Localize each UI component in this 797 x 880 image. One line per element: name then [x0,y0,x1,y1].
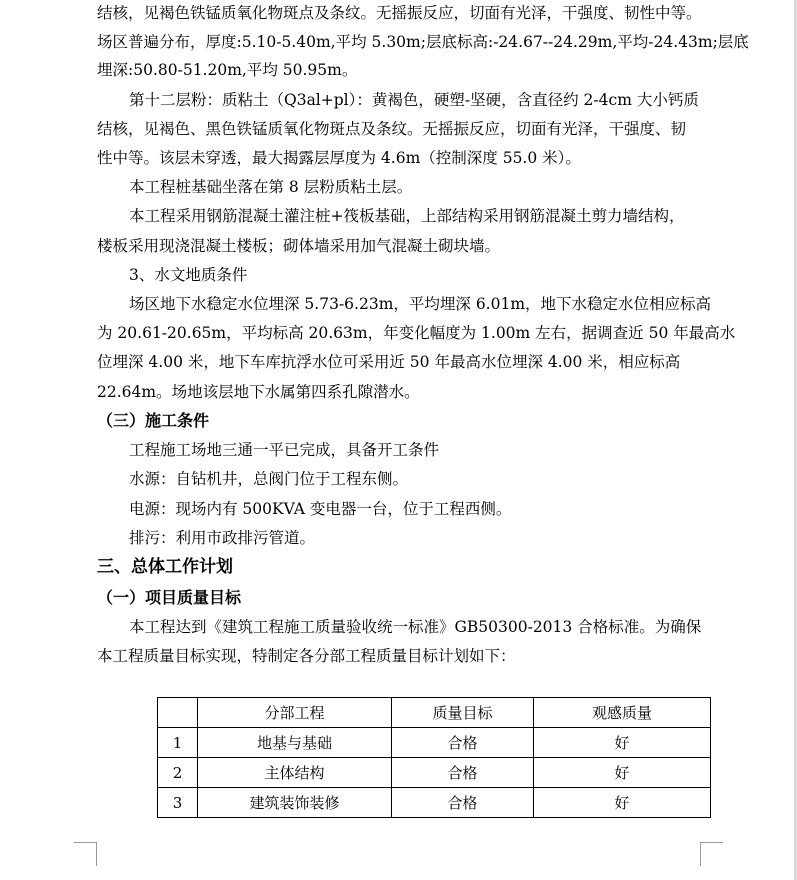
paragraph-line: 第十二层粉：质粘土（Q3al+pl）：黄褐色，硬塑-坚硬，含直径约 2-4cm 大小钙质 [129,91,699,109]
table-header-cell [158,698,198,728]
chapter-heading: 三、总体工作计划 [97,557,233,577]
table-row [158,758,711,788]
crop-mark-left-horizontal [74,842,97,843]
paragraph-line: 楼板采用现浇混凝土楼板；砌体墙采用加气混凝土砌块墙。 [97,237,501,255]
table-header-row [158,698,711,728]
paragraph-line: 结核，见褐色、黑色铁锰质氧化物斑点及条纹。无摇振反应，切面有光泽，干强度、韧 [97,120,687,138]
crop-mark-right-horizontal [700,842,723,843]
paragraph-line: 位埋深 4.00 米，地下车库抗浮水位可采用近 50 年最高水位埋深 4.00 米，相应标高 [97,353,681,371]
table-cell: 建筑装饰装修 [198,788,392,818]
paragraph-line: 埋深:50.80-51.20m,平均 50.95m。 [97,61,358,79]
paragraph-line: 22.64m。场地该层地下水属第四系孔隙潜水。 [97,383,420,401]
table-header-cell: 观感质量 [534,698,711,728]
quality-target-table [157,697,711,818]
section-heading: （一）项目质量目标 [97,588,242,607]
table-cell: 好 [534,758,711,788]
paragraph-line: 场区普遍分布，厚度:5.10-5.40m,平均 5.30m;层底标高:-24.67--24.29m,平均-24.43m;层底 [97,33,749,51]
crop-mark-left-vertical [96,842,97,866]
paragraph-line: 排污：利用市政排污管道。 [129,529,316,547]
table-cell: 主体结构 [198,758,392,788]
table-row [158,728,711,758]
paragraph-line: 结核，见褐色铁锰质氧化物斑点及条纹。无摇振反应，切面有光泽，干强度、韧性中等。 [97,4,702,22]
table-cell: 地基与基础 [198,728,392,758]
paragraph-line: 工程施工场地三通一平已完成，具备开工条件 [129,441,440,459]
table-cell: 合格 [392,788,534,818]
table-cell: 合格 [392,758,534,788]
paragraph-line: 场区地下水稳定水位埋深 5.73-6.23m，平均埋深 6.01m，地下水稳定水位相应标高 [129,295,712,313]
table-cell: 好 [534,788,711,818]
paragraph-line: 为 20.61-20.65m，平均标高 20.63m，年变化幅度为 1.00m 左右，据调查近 50 年最高水 [97,324,736,342]
paragraph-line: 电源：现场内有 500KVA 变电器一台，位于工程西侧。 [129,500,512,518]
table-cell: 好 [534,728,711,758]
section-heading: （三）施工条件 [97,411,210,430]
paragraph-line: 本工程质量目标实现，特制定各分部工程质量目标计划如下： [97,647,516,665]
paragraph-line: 本工程桩基础坐落在第 8 层粉质粘土层。 [129,178,413,196]
table-header-cell: 分部工程 [198,698,392,728]
table-header-cell: 质量目标 [392,698,534,728]
paragraph-line: 水源：自钻机井，总阀门位于工程东侧。 [129,470,409,488]
crop-mark-right-vertical [700,842,701,866]
paragraph-line: 本工程采用钢筋混凝土灌注桩+筏板基础，上部结构采用钢筋混凝土剪力墙结构， [129,207,685,225]
table-cell: 2 [158,758,198,788]
table-row [158,788,711,818]
subsection-heading: 3、水文地质条件 [129,266,248,284]
paragraph-line: 本工程达到《建筑工程施工质量验收统一标准》GB50300-2013 合格标准。为确保 [129,618,702,636]
table-cell: 合格 [392,728,534,758]
table-cell: 3 [158,788,198,818]
paragraph-line: 性中等。该层未穿透，最大揭露层厚度为 4.6m（控制深度 55.0 米）。 [97,149,581,167]
table-cell: 1 [158,728,198,758]
